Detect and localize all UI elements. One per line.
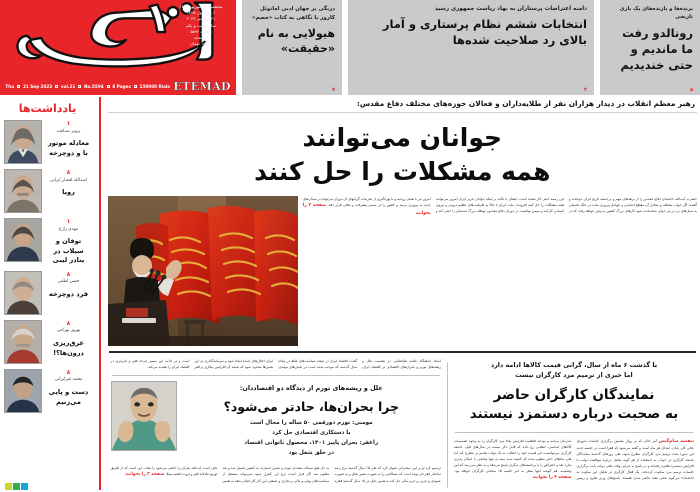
volume-year: سال بیست و یکم xyxy=(186,22,216,28)
meta-pages: 8 Pages xyxy=(112,84,131,89)
note-author: محمد غیرایرانی xyxy=(54,377,83,383)
inflation-sub-line3: راغفر: بحران پاییز ۱۴۰۱، محصول ناتوانی اقتصاد xyxy=(244,439,379,446)
note-author: حسن لطفی xyxy=(57,279,80,285)
lead-columns xyxy=(108,196,697,346)
avatar xyxy=(4,320,42,364)
page-title xyxy=(108,117,697,194)
avatar xyxy=(4,271,42,315)
horizontal-rule xyxy=(109,351,696,353)
teaser-book-page: ۷ xyxy=(331,87,335,93)
note-page-number: ۱ xyxy=(66,120,71,127)
inflation-sub-line1: مومنی: تورم دورقمی ۵۰ ساله را محال است xyxy=(249,420,373,427)
inflation-sub-line4: در خلق شغل بود xyxy=(288,449,334,456)
note-headline: عرق‌ریزی درون‌ها؟! xyxy=(53,338,84,357)
paper-name-latin: ETEMAD xyxy=(173,80,231,93)
note-author: اسدالله افشار ایرانی xyxy=(49,177,88,183)
teaser-nursing-page: ۲ xyxy=(583,87,587,93)
list-item[interactable] xyxy=(4,271,91,315)
inflation-head-row xyxy=(111,381,441,462)
inflation-sub-line2: با دستکاری اقتصادی حل کرد xyxy=(272,430,351,437)
teaser-nursing-title: انتخابات ششم نظام پرستاری و آمار بالای رد صلاحیت شده‌ها xyxy=(382,17,587,47)
note-page-number: ۸ xyxy=(66,270,71,278)
price: ۱۵۰۰۰ تومان xyxy=(189,41,212,47)
note-page-number: ۸ xyxy=(66,319,71,327)
wages-kicker-line2: اما خبری از ترمیم مزد کارگران نیست xyxy=(515,370,633,379)
wages-body-paragraph: آمر حالی که بر روال معمول برگزاری جلسات شورای عالی کار، پایان، ابتدای هر ماه است و گفته می‌شود که فقرا است در جلسه جدید این شورا بحث ترمیم مزد کارگران مطرح شود، طی روزهای گذشته نمایندگان جامعه کارگری در جواب به استفاده از هر گونه تحلیل درباره موافقت دولت با افزایش دستمزد طفره رفته‌اند و در پاسخ به چرایی وقت تلفی دولت بابت برگزاری جلسات ترمیم مزد سکوت کرده‌اند. یک فعال کارگری در تحلیل این سکوت به «اعتماد» می‌گوید علتی نشد حاضر شدن هستند. xyxy=(576,438,694,481)
note-text xyxy=(46,218,91,266)
avatar xyxy=(4,169,42,213)
date-lunar: ۶ ربیع‌الاول ۱۴۴۵ xyxy=(186,10,216,16)
wages-kicker-line1: با گذشت ۶ ماه از سال، گرانی قیمت کالاها ادامه دارد xyxy=(490,360,658,369)
note-headline: توفان و سیلاب در بنادر لیبی xyxy=(52,237,85,265)
separator-icon xyxy=(78,85,81,88)
wages-body-text xyxy=(454,438,694,482)
note-page-number: ۱ xyxy=(66,218,71,225)
avatar xyxy=(4,120,42,164)
masthead-date-block xyxy=(170,4,232,48)
horizontal-rule xyxy=(112,375,440,376)
teaser-book-title: هیولایی به نام «حقیقت» xyxy=(257,26,335,56)
horizontal-rule xyxy=(455,432,693,433)
inflation-body-paragraph: ترسیم کرد او بر این سخنرانی عنوان کرد که طی ۱۵ سال گذشته نرخ رشد ساختار فقر نان بوده است که مسائلش را به صورت تغییر بقای و به صورت عمودی و جزیی و حرم مالی حل کند به همین دلیل در ۱۵ سال گذشته فقاره به حل هیچ مساله متعددی نبوده و بخش خسارت به کشور تحمیل شد و بعد معلوم شد اگر فراز است نرخ ارز کنترل شود نمی‌تواند مستقل از سیاست‌های پولی و مالی و تجاری و صنعتی این کار کار انجام بدهد به همین دلیل است که فقه بحران را حاضر می‌شود را نجات این است که از طریق توزیع عادلانه فقر و ثروت قضیه مبتلا. xyxy=(110,466,442,483)
teaser-sports-title: رونالدو رفت ما ماندیم و حتی خندیدیم xyxy=(620,25,693,73)
note-author: پرویز صداقت xyxy=(56,128,81,134)
story-inflation[interactable] xyxy=(108,358,444,492)
inflation-kicker: علل و ریشه‌های تورم از دیدگاه دو اقتصاددان: xyxy=(239,383,383,392)
wages-byline: بنفشه سام‌گیس xyxy=(658,438,695,444)
wages-read-more-link[interactable]: صفحه ۴ را بخوانید xyxy=(532,474,572,480)
avatar xyxy=(4,369,42,413)
story-wages[interactable] xyxy=(451,358,697,492)
top-band xyxy=(0,0,700,95)
note-headline: رویا xyxy=(62,188,75,197)
vertical-rule-red xyxy=(99,97,101,490)
masthead-meta-strip xyxy=(5,84,170,89)
separator-icon xyxy=(55,85,58,88)
separator-icon xyxy=(17,85,20,88)
lead-body-paragraph: حضرت آیت‌الله خامنه‌ای دفاع مقدس را از برهه‌های مهم و برجسته تاریخ ایران خواندند و گفتند: اگر جواب مختلف و معادل آن مقطع اساسی و عوامل پیروزی ملت در جنگ تحمیلی به نسل‌های پی در پی جوان شناسانده شود کارهای بزرگ کشور به پیش خواهد رفت که در این زمینه خیلی کار نشده است. ایشان با تاکید بر اینکه جوانان عزیز ایران امروز می‌توانند همه مشکلات را حل کنند افزودند: ملت ایران با اتکا به ظرفیت‌های عظیم درونی و نیروی انسانی کارآمد و مومن توانست در دوران دفاع مقدس، توطئه بزرگ دشمنان را خنثی کند و امروز نیز با همان روحیه و با بهره‌گیری از تجربیات گرانبهای آن دوران می‌تواند در میدان‌های جدید به پیروزی برسد و کشور را در مسیر پیشرفت و تعالی قرار دهد. xyxy=(302,197,697,214)
list-item[interactable] xyxy=(4,169,91,213)
inflation-sub xyxy=(182,418,441,461)
page-count: ۸ صفحه xyxy=(194,35,208,41)
note-text xyxy=(46,120,91,158)
inflation-strip-paragraph: استاد دانشگاه علامه طباطبایی در نشست علل و ریشه‌های تورم و بحران‌های اقتصادی در اقتصاد ایران گفت: اقتصاد ایران در نتیجه سیاست‌های غلط در پنجاه سال گذشته که موجب شده است در بخش‌های تولیدی ایران اخلال‌های عمده ایجاد شود و سرمایه‌گذاری در این بخش‌ها محدود شود که نتیجه آن افزایش بیکاری و فقر است و در ادامه این مسیر چرخه فقر و نابرابری در اقتصاد ایران را تشدید می‌کند. xyxy=(110,358,441,369)
teaser-sports-kicker: برنده‌ها و بازنده‌های یک بازی تاریخی xyxy=(619,6,693,21)
note-headline: معادله موتور با و دوچرخه xyxy=(47,139,90,157)
note-text xyxy=(46,271,91,300)
lower-section xyxy=(108,358,697,492)
teaser-sports[interactable] xyxy=(600,0,700,95)
note-page-number: ۸ xyxy=(66,169,71,176)
lead-right-column xyxy=(108,117,697,194)
lead-body-text xyxy=(303,196,697,346)
masthead-footer xyxy=(0,80,236,93)
inflation-body-text xyxy=(111,465,441,483)
list-item[interactable] xyxy=(4,120,91,164)
lead-photo xyxy=(108,196,298,346)
center-column xyxy=(105,95,700,492)
list-item[interactable] xyxy=(4,218,91,266)
teaser-sports-page: ۵ xyxy=(689,87,693,93)
inflation-read-more-link[interactable]: صفحه ۳ را بخوانید xyxy=(125,472,165,478)
note-headline: فرد دوچرخه xyxy=(48,289,89,298)
wages-kicker xyxy=(454,358,694,382)
list-item[interactable] xyxy=(4,320,91,364)
date-solar: پنجشنبه ۳۰ شهریور ۱۴۰۲ xyxy=(179,4,223,9)
lead-headline-line2: همه مشکلات را حل کنند xyxy=(254,156,551,186)
meta-vol: vol.21 xyxy=(60,84,76,89)
note-author: مهدی زارع xyxy=(58,226,79,232)
wages-body-paragraph-2: پاسخ‌های وزیر تعاون و رییس سازمان برنامه و بودجه قطعیت اقزایش بقاء مزد کارگران را به وجود تصمیمات کالاهای اساسی، انقلابی رخ داده که قابل ذکر نیست در سال‌های قبل، جامعه کارگری می‌توانست امر قیمت خود را خطاب به یک دولت تقدیم بر مطرح کند اما طی ماه‌های اخیر معلوم شده که کمیته سبد سبد به تنها میانجی با امکان پذیری ندارد نقد و اعتراض را با برجسته‌های دیگری پاسخ می‌دهد و به نظر می‌رسد که این وضعیت، هم گوشه انتها بنظر به خبر جلسه ۱۵ میانجی کارگران خواهد بود. xyxy=(454,438,620,481)
note-text xyxy=(46,169,91,198)
note-headline: دست و پایی می‌زنیم xyxy=(48,387,89,406)
meta-number: No.5594 xyxy=(84,84,104,89)
list-item[interactable] xyxy=(4,369,91,413)
issue-number: شماره ۵۵۹۴ xyxy=(190,28,212,34)
sidebar-notes xyxy=(0,95,95,492)
lead-kicker: رهبر معظم انقلاب در دیدار هزاران نفر از طلایه‌داران و فعالان حوزه‌های مختلف دفاع مقدس: xyxy=(108,95,697,113)
note-text xyxy=(46,320,91,358)
color-bar-green xyxy=(13,483,20,490)
inflation-photo xyxy=(111,381,177,451)
note-author: بهروز بهرامی xyxy=(56,328,81,334)
lead-headline-line1: جوانان می‌توانند xyxy=(302,123,503,153)
color-bar-yellow xyxy=(5,483,12,490)
inflation-top-strip-text xyxy=(111,358,441,370)
meta-date: 21 Sep 2023 xyxy=(22,84,53,89)
main-area xyxy=(0,95,700,492)
note-page-number: ۸ xyxy=(66,368,71,376)
meta-day: Thu xyxy=(5,84,15,89)
sidebar-title: یادداشت‌ها xyxy=(18,102,77,115)
wages-headline xyxy=(454,382,694,427)
vertical-rule xyxy=(447,362,448,488)
color-calibration-bars xyxy=(5,483,28,490)
avatar xyxy=(4,218,42,262)
teaser-nursing[interactable] xyxy=(348,0,594,95)
note-text xyxy=(46,369,91,407)
masthead xyxy=(0,0,236,95)
separator-icon xyxy=(107,85,110,88)
teaser-nursing-kicker: دامنه اعتراضات پرستاران به نهاد ریاست جمهوری رسید xyxy=(434,6,587,12)
wages-headline-line1: نمایندگان کارگران حاضر xyxy=(493,386,655,403)
lead-story[interactable] xyxy=(108,95,697,346)
inflation-headline: چرا بحران‌ها، حادتر می‌شود؟ xyxy=(223,398,400,414)
separator-icon xyxy=(134,85,137,88)
meta-price: 150000 Rials xyxy=(139,84,170,89)
teaser-book[interactable] xyxy=(242,0,342,95)
color-bar-cyan xyxy=(21,483,28,490)
date-gregorian: ۲۱ سپتامبر ۲۰۲۳ xyxy=(186,16,216,22)
lead-body xyxy=(108,117,697,194)
wages-headline-line2: به صحبت درباره دستمزد نیستند xyxy=(469,405,679,422)
lead-read-more-link[interactable]: صفحه ۲ را بخوانید xyxy=(302,203,431,216)
teaser-book-kicker: درنگی بر جهان ادبی امانوئل کارور با نگاهی به کتاب «خصم» xyxy=(252,6,335,21)
